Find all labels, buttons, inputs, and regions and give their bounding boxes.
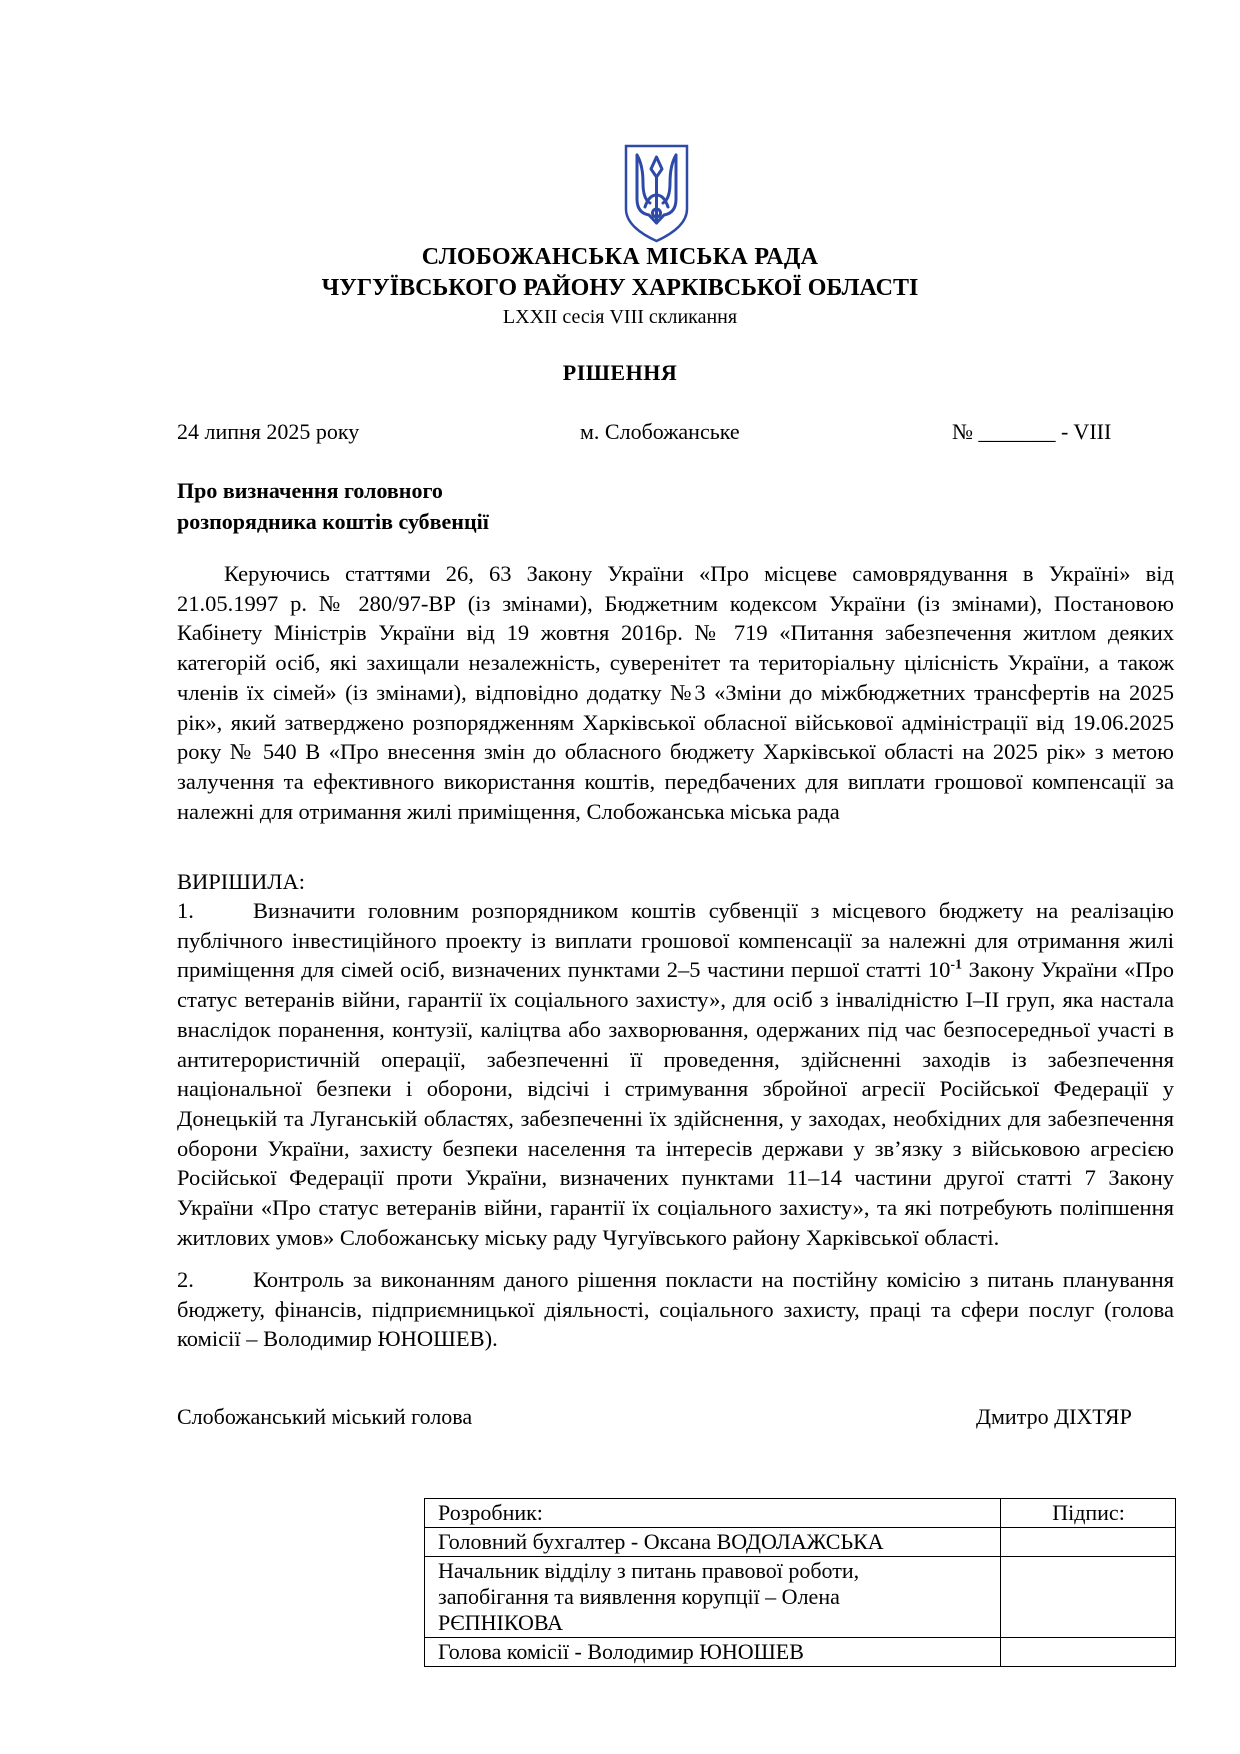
approver-cell: [425, 1557, 1001, 1638]
signatory-name: Дмитро ДІХТЯР: [976, 1404, 1132, 1429]
resolved-label: ВИРІШИЛА:: [177, 869, 305, 894]
decision-date: 24 липня 2025 року: [177, 419, 360, 444]
approver-cell: Голова комісії - Володимир ЮНОШЕВ: [425, 1638, 1001, 1667]
signature-cell: [1001, 1638, 1176, 1667]
table-header-row: [425, 1499, 1176, 1528]
subject-line-2: розпорядника коштів субвенції: [177, 509, 489, 534]
item-text-part-a: Визначити головним розпорядником коштів субвенції з місцевого бюджету на реалізацію публічного інвестиційного проекту із виплати грошової компенсації за належні для отримання жилі приміщення для сімей осіб, визначених пунктами 2–5 частини першої статті 10: [177, 898, 1174, 983]
signatory-title: Слобожанський міський голова: [177, 1404, 473, 1429]
decision-city: м. Слобожанське: [580, 419, 740, 444]
number-blank: _______: [978, 419, 1056, 444]
header-signature: Підпис:: [1001, 1499, 1176, 1528]
council-name: СЛОБОЖАНСЬКА МІСЬКА РАДА: [421, 244, 819, 270]
subject-line-1: Про визначення головного: [177, 478, 443, 503]
signature-cell: [1001, 1528, 1176, 1557]
decision-subject: [177, 475, 489, 537]
header-developer: Розробник:: [425, 1499, 1001, 1528]
approver-line: запобігання та виявлення корупції – Олена: [438, 1584, 840, 1609]
table-row: [425, 1528, 1176, 1557]
signature-cell: [1001, 1557, 1176, 1638]
approval-table: [424, 1498, 1176, 1667]
item-number: 2.: [177, 1267, 194, 1292]
approver-cell: Головний бухгалтер - Оксана ВОДОЛАЖСЬКА: [425, 1528, 1001, 1557]
number-prefix: №: [952, 419, 973, 444]
preamble-paragraph: Керуючись статтями 26, 63 Закону України «Про місцеве самоврядування в Україні» від 21.05.1997 р. № 280/97-ВР (із змінами), Бюджетним кодексом України (із змінами), Постановою Кабінету Міністрів України від 19 жовтня 2016р. № 719 «Питання забезпечення житлом деяких категорій осіб, які захищали незалежність, суверенітет та територіальну цілісність України, а також членів їх сімей» (із змінами), відповідно додатку №3 «Зміни до міжбюджетних трансфертів на 2025 рік», який затверджено розпорядженням Харківської обласної військової адміністрації від 19.06.2025 року № 540 В «Про внесення змін до обласного бюджету Харківської області на 2025 рік» з метою залучення та ефективного використання коштів, передбачених для виплати грошової компенсації за належні для отримання жилі приміщення, Слобожанська міська рада: [177, 561, 1174, 824]
session-line: LXXII сесія VIII скликання: [502, 306, 738, 328]
document-type: РІШЕННЯ: [562, 360, 678, 385]
item-number: 1.: [177, 898, 194, 923]
decision-number: [952, 419, 1111, 445]
item-superscript: -1: [950, 957, 963, 973]
item-text-part-b: Закону України «Про статус ветеранів війни, гарантії їх соціального захисту», для осіб з інвалідністю I–II груп, яка настала внаслідок поранення, контузії, каліцтва або захворювання, одержаних під час безпосередньої участі в антитерористичній операції, забезпеченні її проведення, здійсненні заходів із забезпечення національної безпеки і оборони, відсічі і стримування збройної агресії Російської Федерації у Донецькій та Луганській областях, забезпеченні їх здійснення, у заходах, необхідних для забезпечення оборони України, захисту безпеки населення та інтересів держави у зв’язку з військовою агресією Російської Федерації проти України, визначених пунктами 11–14 частини другої статті 7 Закону України «Про статус ветеранів війни, гарантії їх соціального захисту», та які потребують поліпшення житлових умов» Слобожанську міську раду Чугуївського району Харківської області.: [177, 957, 1174, 1250]
district-region: ЧУГУЇВСЬКОГО РАЙОНУ ХАРКІВСЬКОЇ ОБЛАСТІ: [321, 275, 919, 301]
item-text: Контроль за виконанням даного рішення покласти на постійну комісію з питань планування бюджету, фінансів, підприємницької діяльності, соціального захисту, праці та сфери послуг (голова комісії – Володимир ЮНОШЕВ).: [177, 1267, 1174, 1352]
table-row: [425, 1638, 1176, 1667]
approver-line: Начальник відділу з питань правової роботи,: [438, 1558, 860, 1583]
resolution-item-1: [177, 896, 1174, 1252]
resolution-item-2: [177, 1265, 1174, 1354]
number-suffix: - VIII: [1061, 419, 1112, 444]
tryzub-coat-of-arms-icon: [623, 143, 690, 244]
approver-line: РЄПНІКОВА: [438, 1610, 564, 1635]
table-row: [425, 1557, 1176, 1638]
